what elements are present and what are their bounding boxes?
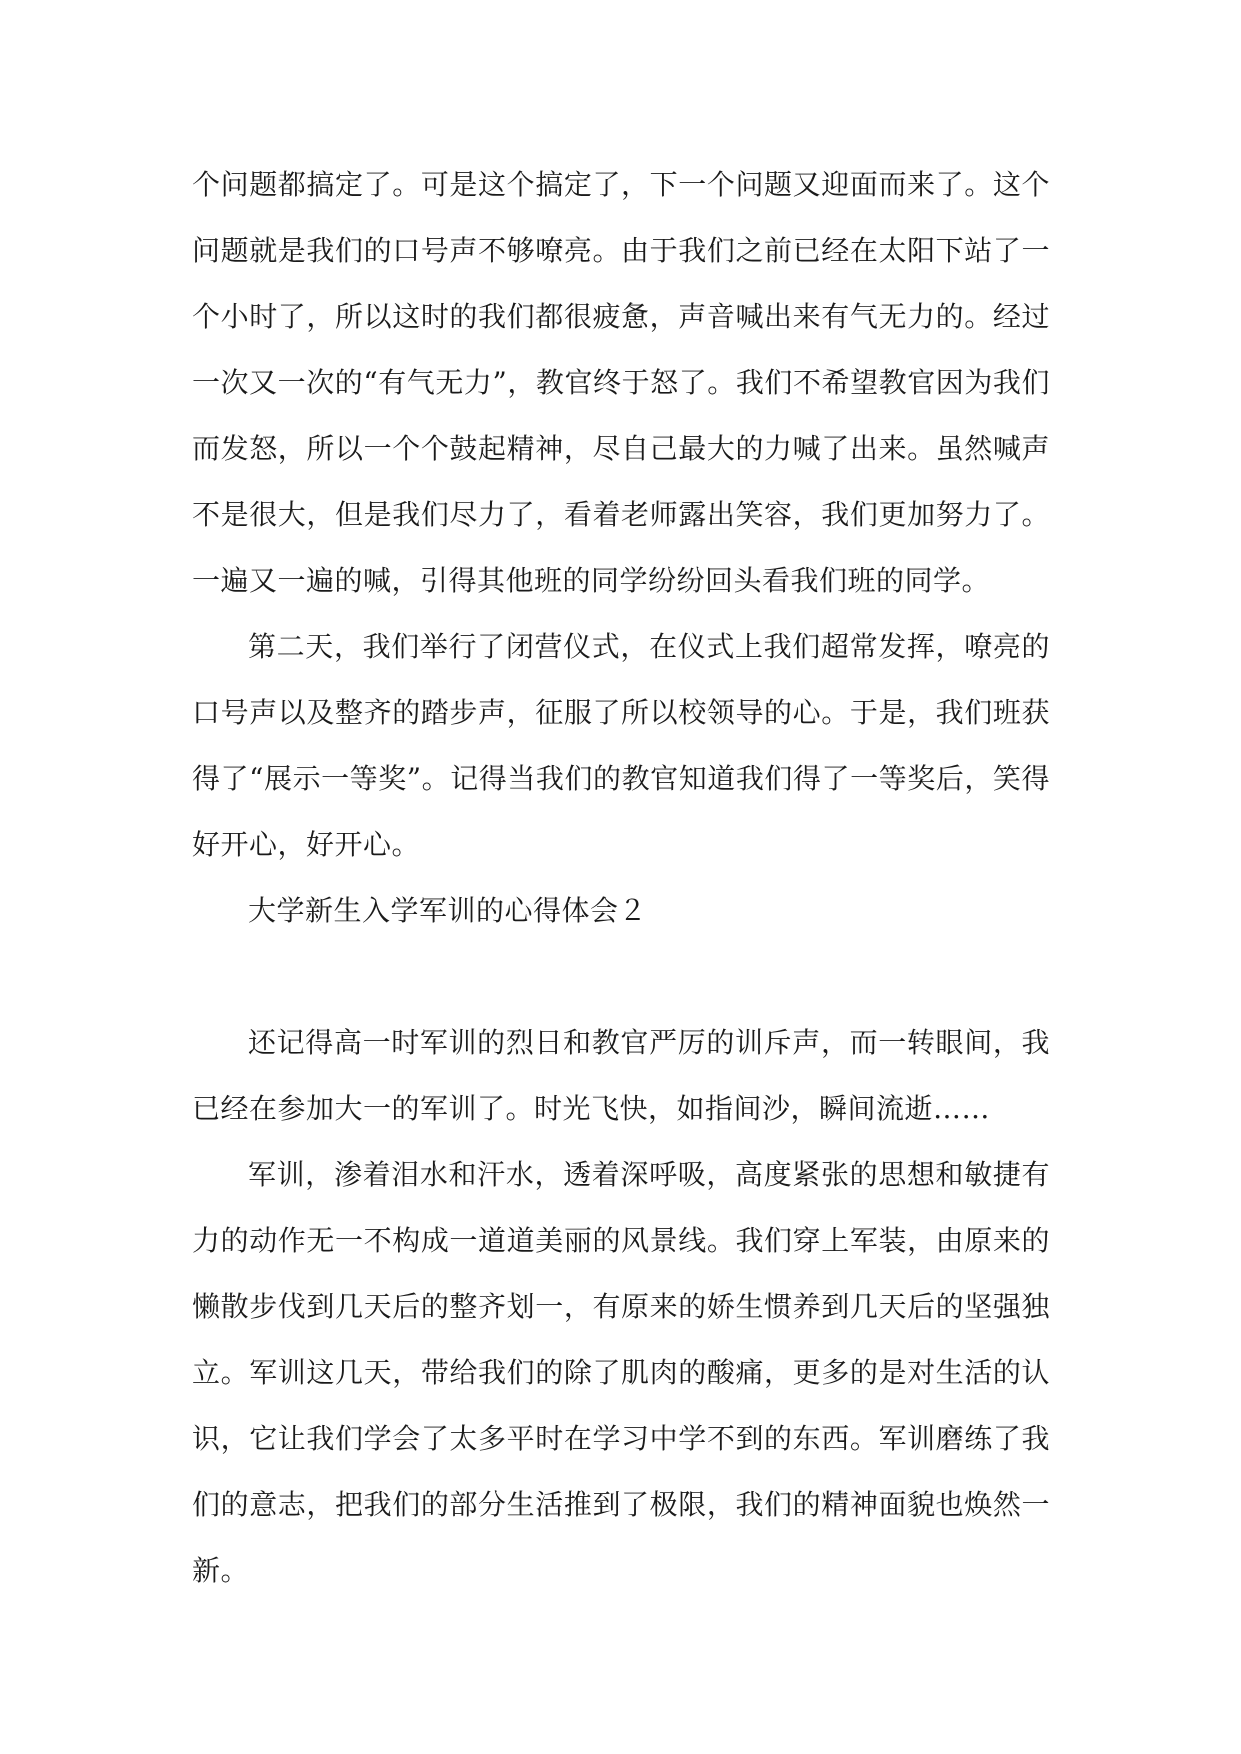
blank-line bbox=[192, 944, 1050, 1010]
paragraph-continued: 个问题都搞定了。可是这个搞定了，下一个问题又迎面而来了。这个问题就是我们的口号声不够嘹亮。由于我们之前已经在太阳下站了一个小时了，所以这时的我们都很疲惫，声音喊出来有气无力的。经过一次又一次的“有气无力”，教官终于怒了。我们不希望教官因为我们而发怒，所以一个个鼓起精神，尽自己最大的力喊了出来。虽然喊声不是很大，但是我们尽力了，看着老师露出笑容，我们更加努力了。一遍又一遍的喊，引得其他班的同学纷纷回头看我们班的同学。 bbox=[192, 168, 1050, 597]
document-body bbox=[192, 152, 1050, 1604]
paragraph-memory: 还记得高一时军训的烈日和教官严厉的训斥声，而一转眼间，我已经在参加大一的军训了。时光飞快，如指间沙，瞬间流逝…… bbox=[192, 1026, 1050, 1125]
paragraph-military-training: 军训，渗着泪水和汗水，透着深呼吸，高度紧张的思想和敏捷有力的动作无一不构成一道道美丽的风景线。我们穿上军装，由原来的懒散步伐到几天后的整齐划一，有原来的娇生惯养到几天后的坚强独立。军训这几天，带给我们的除了肌肉的酸痛，更多的是对生活的认识，它让我们学会了太多平时在学习中学不到的东西。军训磨练了我们的意志，把我们的部分生活推到了极限，我们的精神面貌也焕然一新。 bbox=[192, 1158, 1050, 1587]
paragraph-closing-ceremony: 第二天，我们举行了闭营仪式，在仪式上我们超常发挥，嘹亮的口号声以及整齐的踏步声，征服了所以校领导的心。于是，我们班获得了“展示一等奖”。记得当我们的教官知道我们得了一等奖后，笑得好开心，好开心。 bbox=[192, 630, 1050, 861]
section-title: 大学新生入学军训的心得体会２ bbox=[248, 894, 648, 927]
